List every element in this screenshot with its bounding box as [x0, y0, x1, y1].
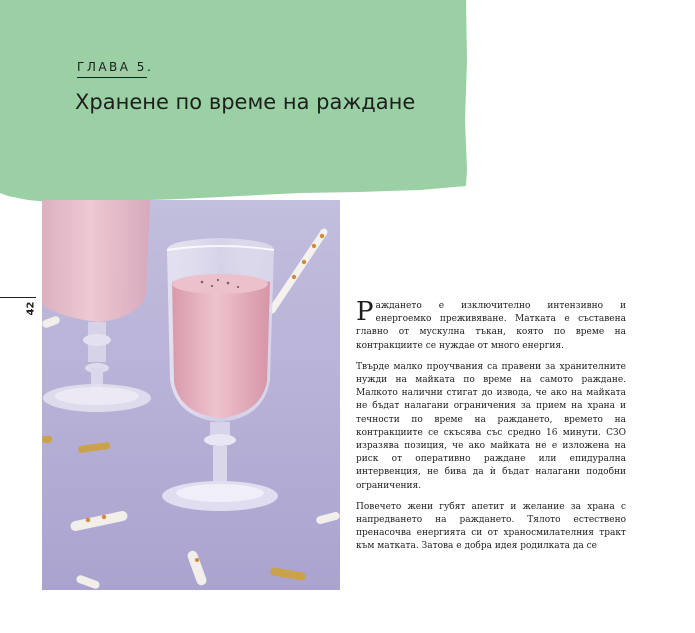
chapter-title: Хранене по време на раждане — [75, 90, 416, 114]
chapter-label: ГЛАВА 5. — [77, 60, 154, 74]
chapter-label-underline — [77, 77, 147, 78]
drop-cap: Р — [356, 297, 374, 327]
paragraph-3: Повечето жени губят апетит и желание за храна с напредването на раждането. Тялото естествено пренасочва енергията си от храносмилателния тракт към матката. Затова е добра идея родилката да се — [356, 501, 626, 552]
page-number: 42 — [25, 301, 37, 316]
body-text — [356, 297, 626, 562]
paragraph-1-text: аждането е изключително интензивно и енергоемко преживяване. Матката е съставена главно от мускулна тъкан, която по време на контракциите се нуждае от много енергия. — [356, 301, 626, 351]
paragraph-2: Твърде малко проучвания са правени за хранителните нужди на майката по време на самото раждане. Малкото налични стигат до извода, че ако на майката не бъдат налагани ограничения за прием на храна и течности по време на раждането, времето на контракциите се скъсява със средно 16 минути. СЗО изразява позиция, че ако майката не е изложена на риск от оперативно раждане или епидурална интервенция, не бива да ѝ бъдат налагани подобни ограничения. — [356, 361, 626, 491]
smoothie-photo — [42, 200, 340, 590]
paragraph-1 — [356, 297, 626, 353]
